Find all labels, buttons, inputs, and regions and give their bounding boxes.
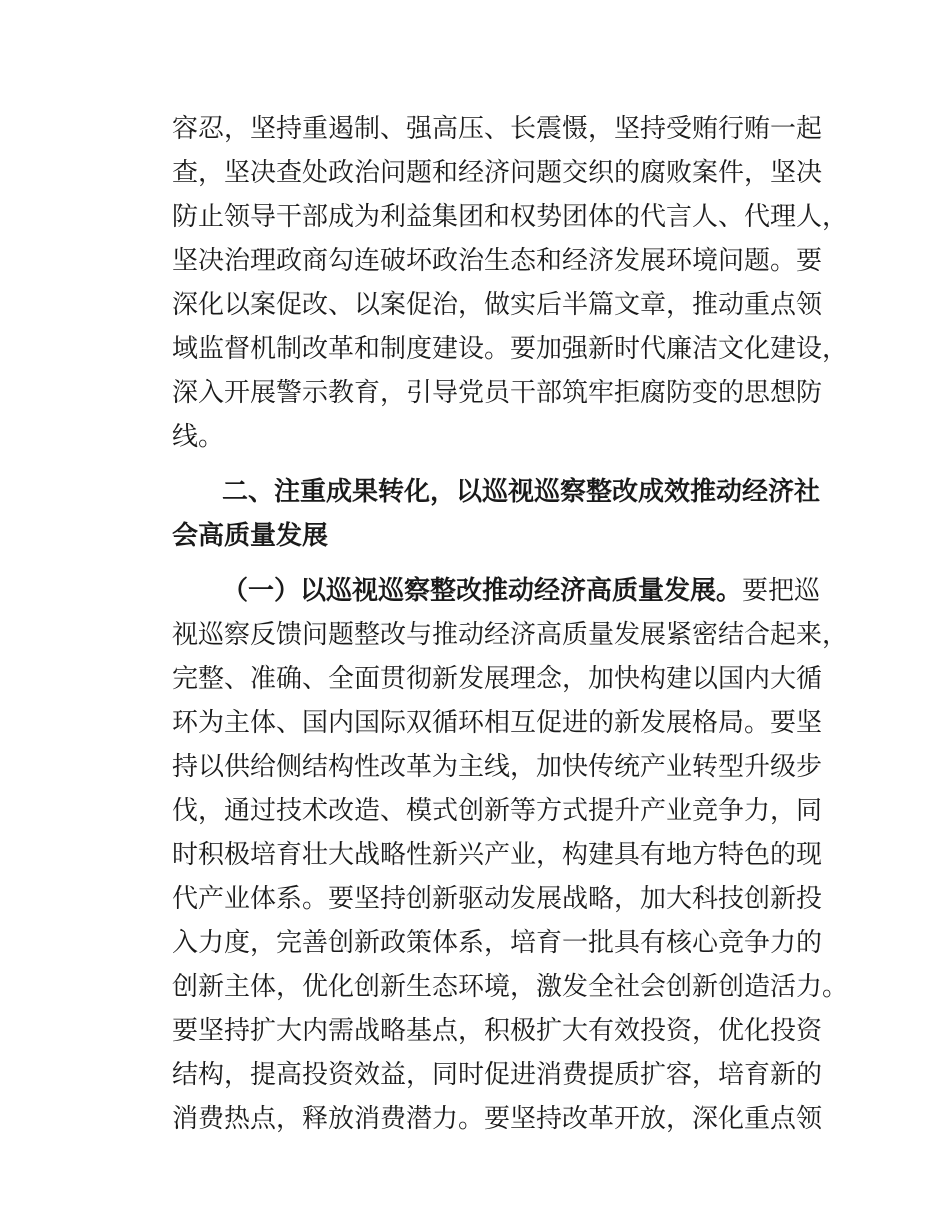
- paragraph-line: 入力度，完善创新政策体系，培育一批具有核心竞争力的: [172, 928, 823, 958]
- section-heading-line: 二、注重成果转化，以巡视巡察整改成效推动经济社: [222, 477, 821, 507]
- paragraph-line: 消费热点，释放消费潜力。要坚持改革开放，深化重点领: [172, 1104, 823, 1134]
- paragraph-line: 线。: [172, 422, 225, 452]
- paragraph-line: 要坚持扩大内需战略基点，积极扩大有效投资，优化投资: [172, 1016, 823, 1046]
- paragraph-line: 深入开展警示教育，引导党员干部筑牢拒腐防变的思想防: [172, 378, 823, 408]
- section-heading-line: 会高质量发展: [172, 521, 329, 551]
- subsection-first-line-rest: 要把巡: [742, 576, 821, 606]
- subsection-first-line: [222, 573, 821, 609]
- paragraph-line: 时积极培育壮大战略性新兴产业，构建具有地方特色的现: [172, 840, 823, 870]
- paragraph-line: 深化以案促改、以案促治，做实后半篇文章，推动重点领: [172, 290, 823, 320]
- paragraph-line: 伐，通过技术改造、模式创新等方式提升产业竞争力，同: [172, 796, 823, 826]
- paragraph-line: 持以供给侧结构性改革为主线，加快传统产业转型升级步: [172, 752, 823, 782]
- paragraph-line: 创新主体，优化创新生态环境，激发全社会创新创造活力。: [172, 972, 849, 1002]
- paragraph-line: 域监督机制改革和制度建设。要加强新时代廉洁文化建设，: [172, 334, 849, 364]
- paragraph-line: 坚决治理政商勾连破坏政治生态和经济发展环境问题。要: [172, 246, 823, 276]
- subsection-title: （一）以巡视巡察整改推动经济高质量发展。: [222, 576, 743, 606]
- paragraph-line: 防止领导干部成为利益集团和权势团体的代言人、代理人，: [172, 202, 849, 232]
- paragraph-line: 结构，提高投资效益，同时促进消费提质扩容，培育新的: [172, 1060, 823, 1090]
- paragraph-line: 视巡察反馈问题整改与推动经济高质量发展紧密结合起来，: [172, 620, 849, 650]
- paragraph-line: 环为主体、国内国际双循环相互促进的新发展格局。要坚: [172, 708, 823, 738]
- paragraph-line: 完整、准确、全面贯彻新发展理念，加快构建以国内大循: [172, 664, 823, 694]
- paragraph-line: 代产业体系。要坚持创新驱动发展战略，加大科技创新投: [172, 884, 823, 914]
- paragraph-line: 查，坚决查处政治问题和经济问题交织的腐败案件，坚决: [172, 158, 823, 188]
- paragraph-line: 容忍，坚持重遏制、强高压、长震慑，坚持受贿行贿一起: [172, 114, 823, 144]
